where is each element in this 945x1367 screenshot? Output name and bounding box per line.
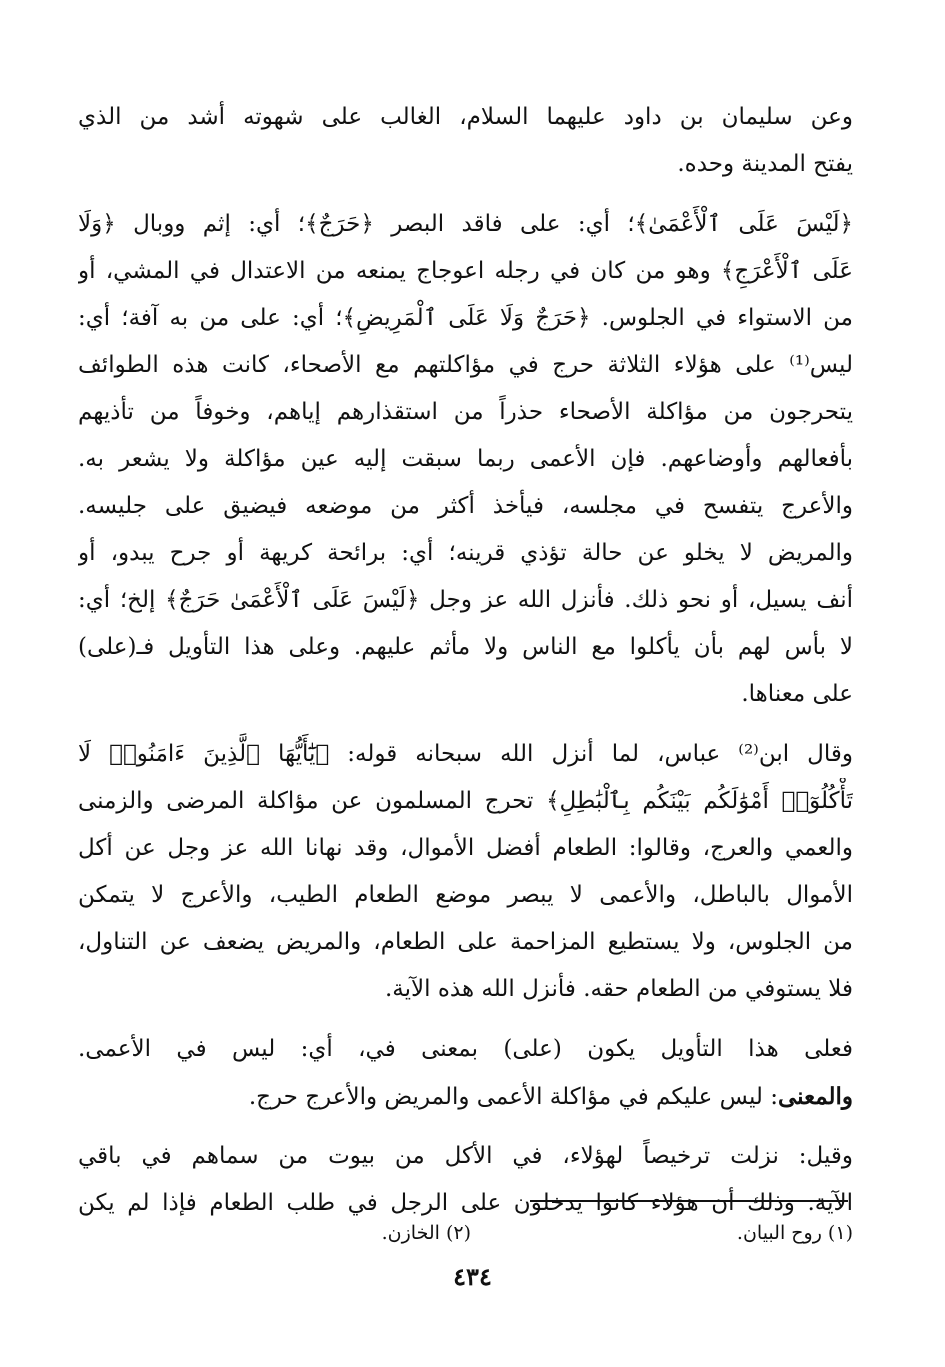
text-line: والعمي والعرج، وقالوا: الطعام أفضل الأموال، وقد نهانا الله عز وجل عن أكل	[78, 835, 853, 861]
paragraph-3	[78, 731, 853, 1013]
text-line: يتحرجون من مؤاكلة الأصحاء حذراً من استقذارهم إياهم، وخوفاً من تأذيهم	[78, 399, 853, 425]
text-line: والمريض لا يخلو عن حالة تؤذي قرينه؛ أي: برائحة كريهة أو جرح يبدو، أو	[78, 540, 853, 566]
text-line: والأعرج يتفسح في مجلسه، فيأخذ أكثر من موضعه فيضيق على جليسه.	[78, 493, 853, 519]
text-line: عَلَى ٱلْأَعْرَجِ﴾ وهو من كان في رجله اعوجاج يمنعه من الاعتدال في المشي، أو	[78, 258, 853, 284]
text-line: ﴿لَيْسَ عَلَى ٱلْأَعْمَىٰ﴾؛ أي: على فاقد البصر ﴿حَرَجٌ﴾؛ أي: إثم ووبال ﴿وَلَا	[78, 211, 853, 237]
bold-term: والمعنى	[777, 1083, 853, 1110]
text-run: : ليس عليكم في مؤاكلة الأعمى والمريض والأعرج حرج.	[248, 1084, 778, 1110]
text-line: من الاستواء في الجلوس. ﴿حَرَجٌ وَلَا عَلَى ٱلْمَرِيضِ﴾؛ أي: على من به آفة؛ أي:	[78, 305, 853, 331]
text-line: الأموال بالباطل، والأعمى لا يبصر موضع الطعام الطيب، والأعرج لا يتمكن	[78, 882, 853, 908]
text-line: الآية. وذلك أن هؤلاء كانوا يدخلون على الرجل في طلب الطعام فإذا لم يكن	[78, 1190, 853, 1216]
text-line: وعن سليمان بن داود عليهما السلام، الغالب على شهوته أشد من الذي	[78, 104, 853, 130]
text-line-with-bold-lead	[78, 1073, 853, 1120]
footnote-2: (٢) الخازن.	[381, 1222, 471, 1244]
page-number: ٤٣٤	[453, 1262, 492, 1291]
footnote-1: (١) روح البيان.	[736, 1222, 853, 1244]
paragraph-2	[78, 201, 853, 718]
text-line: يفتح المدينة وحده.	[677, 151, 853, 177]
footnote-divider	[530, 1200, 848, 1202]
main-text	[78, 94, 853, 1240]
text-line: لا بأس لهم بأن يأكلوا مع الناس ولا مأثم عليهم. وعلى هذا التأويل فـ(على)	[78, 634, 853, 660]
text-line: فلا يستوفي من الطعام حقه. فأنزل الله هذه الآية.	[385, 976, 853, 1002]
text-line: أنف يسيل، أو نحو ذلك. فأنزل الله عز وجل ﴿لَيْسَ عَلَى ٱلْأَعْمَىٰ حَرَجٌ﴾ إلخ؛ أي:	[78, 587, 853, 613]
text-line: تَأْكُلُوٓا۟ أَمْوَٰلَكُم بَيْنَكُم بِٱلْبَٰطِلِ﴾ تحرج المسلمون عن مؤاكلة المرضى والزمنى	[78, 788, 853, 814]
text-line: من الجلوس، ولا يستطيع المزاحمة على الطعام، والمريض يضعف عن التناول،	[78, 929, 853, 955]
paragraph-4	[78, 1026, 853, 1120]
text-line: ليس⁽¹⁾ على هؤلاء الثلاثة حرج في مؤاكلتهم مع الأصحاء، كانت هذه الطوائف	[78, 352, 853, 378]
paragraph-1	[78, 94, 853, 188]
footnotes	[78, 1213, 853, 1253]
text-line: وقيل: نزلت ترخيصاً لهؤلاء، في الأكل من بيوت من سماهم في باقي	[78, 1143, 853, 1169]
text-line: على معناها.	[741, 681, 853, 707]
text-line: فعلى هذا التأويل يكون (على) بمعنى في، أي: ليس في الأعمى.	[78, 1036, 853, 1062]
text-line: وقال ابن⁽²⁾ عباس، لما أنزل الله سبحانه قوله: ﴿يَٰٓأَيُّهَا ٱلَّذِينَ ءَامَنُوا۟ لَا	[78, 741, 853, 767]
text-line: بأفعالهم وأوضاعهم. فإن الأعمى ربما سبقت إليه عين مؤاكلة ولا يشعر به.	[78, 446, 853, 472]
